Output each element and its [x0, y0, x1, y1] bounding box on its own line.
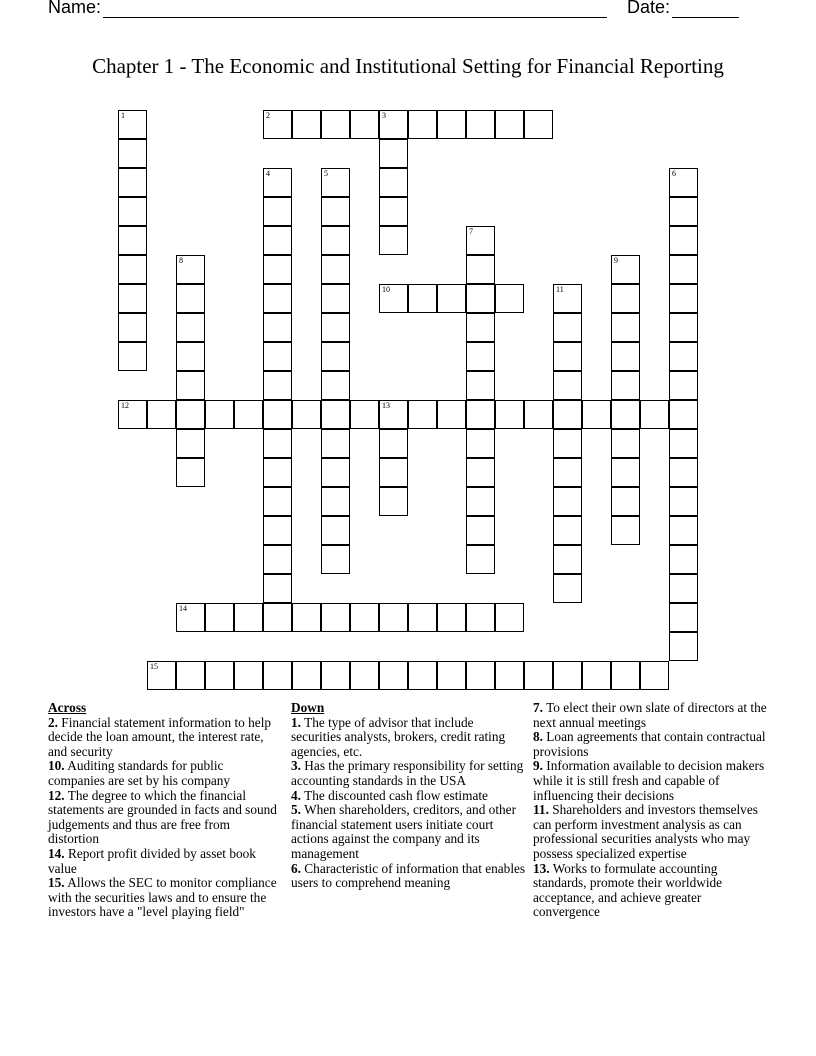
clues-down-continued-column — [533, 701, 768, 920]
date-label: Date: — [627, 0, 671, 17]
crossword-cell[interactable] — [553, 342, 582, 371]
crossword-cell[interactable] — [118, 284, 147, 313]
crossword-cell[interactable] — [379, 487, 408, 516]
clue-number: 3. — [291, 758, 301, 774]
crossword-cell[interactable] — [379, 429, 408, 458]
crossword-cell[interactable] — [292, 603, 321, 632]
crossword-cell[interactable] — [321, 516, 350, 545]
crossword-cell[interactable] — [176, 661, 205, 690]
crossword-cell[interactable] — [263, 313, 292, 342]
down-clues — [291, 716, 526, 891]
crossword-cell[interactable] — [147, 400, 176, 429]
cell-number: 2 — [266, 111, 270, 120]
clue-number: 7. — [533, 700, 543, 715]
clue-text: When shareholders, creditors, and other financial statement users initiate court actions against the company and its management — [291, 802, 517, 861]
crossword-cell[interactable] — [176, 371, 205, 400]
clue-number: 1. — [291, 714, 301, 730]
crossword-cell[interactable] — [495, 603, 524, 632]
crossword-cell[interactable] — [292, 110, 321, 139]
crossword-cell[interactable] — [466, 487, 495, 516]
crossword-cell[interactable] — [118, 313, 147, 342]
cell-number: 11 — [556, 285, 564, 294]
clue-text: Works to formulate accounting standards, promote their worldwide acceptance, and achieve greater convergence — [533, 860, 723, 920]
clue-text: Auditing standards for public companies are set by his company — [48, 758, 231, 788]
crossword-cell[interactable] — [611, 313, 640, 342]
clue-item — [291, 862, 526, 891]
crossword-cell[interactable] — [669, 168, 698, 197]
crossword-cell[interactable] — [350, 603, 379, 632]
crossword-cell[interactable] — [118, 139, 147, 168]
crossword-cell[interactable] — [466, 400, 495, 429]
crossword-cell[interactable] — [263, 342, 292, 371]
crossword-cell[interactable] — [437, 603, 466, 632]
crossword-cell[interactable] — [669, 516, 698, 545]
crossword-cell[interactable] — [321, 226, 350, 255]
clue-number: 10. — [48, 758, 65, 774]
crossword-cell[interactable] — [118, 226, 147, 255]
clue-text: To elect their own slate of directors at the next annual meetings — [533, 700, 767, 730]
clue-text: Shareholders and investors themselves can perform investment analysis as can professional securities analysts who may possess specialized expertise — [533, 802, 758, 861]
crossword-cell[interactable] — [640, 661, 669, 690]
crossword-cell[interactable] — [379, 400, 408, 429]
crossword-cell[interactable] — [263, 603, 292, 632]
crossword-cell[interactable] — [553, 313, 582, 342]
crossword-cell[interactable] — [611, 458, 640, 487]
crossword-cell[interactable] — [321, 429, 350, 458]
crossword-cell[interactable] — [640, 400, 669, 429]
crossword-cell[interactable] — [205, 661, 234, 690]
crossword-cell[interactable] — [292, 661, 321, 690]
clue-number: 13. — [533, 860, 550, 876]
clue-item — [533, 803, 768, 861]
clue-text: Has the primary responsibility for setting accounting standards in the USA — [291, 758, 524, 788]
crossword-cell[interactable] — [553, 371, 582, 400]
crossword-cell[interactable] — [379, 603, 408, 632]
crossword-cell[interactable] — [321, 661, 350, 690]
crossword-cell[interactable] — [321, 342, 350, 371]
clue-item — [533, 862, 768, 920]
crossword-cell[interactable] — [524, 400, 553, 429]
crossword-cell[interactable] — [321, 255, 350, 284]
crossword-cell[interactable] — [205, 603, 234, 632]
crossword-cell[interactable] — [611, 661, 640, 690]
crossword-cell[interactable] — [263, 516, 292, 545]
crossword-cell[interactable] — [669, 545, 698, 574]
crossword-cell[interactable] — [669, 574, 698, 603]
crossword-cell[interactable] — [611, 255, 640, 284]
clue-number: 4. — [291, 787, 301, 803]
crossword-cell[interactable] — [466, 545, 495, 574]
crossword-cell[interactable] — [321, 197, 350, 226]
clue-item — [48, 847, 283, 876]
crossword-cell[interactable] — [669, 284, 698, 313]
crossword-cell[interactable] — [379, 139, 408, 168]
clue-text: Allows the SEC to monitor compliance with the securities laws and to ensure the investors have a "level playing field" — [48, 875, 277, 920]
crossword-cell[interactable] — [466, 255, 495, 284]
clue-item — [291, 759, 526, 788]
crossword-cell[interactable] — [321, 110, 350, 139]
crossword-cell[interactable] — [669, 255, 698, 284]
crossword-cell[interactable] — [611, 487, 640, 516]
crossword-cell[interactable] — [147, 661, 176, 690]
crossword-cell[interactable] — [263, 168, 292, 197]
clue-text: The type of advisor that include securities analysts, brokers, credit rating agencies, etc. — [291, 714, 506, 759]
crossword-cell[interactable] — [553, 487, 582, 516]
crossword-cell[interactable] — [176, 429, 205, 458]
clue-item — [48, 759, 283, 788]
crossword-cell[interactable] — [582, 400, 611, 429]
crossword-cell[interactable] — [379, 168, 408, 197]
crossword-cell[interactable] — [205, 400, 234, 429]
clue-number: 11. — [533, 802, 549, 818]
crossword-cell[interactable] — [466, 284, 495, 313]
crossword-cell[interactable] — [321, 400, 350, 429]
cell-number: 15 — [150, 662, 158, 671]
clue-item — [48, 876, 283, 920]
crossword-cell[interactable] — [582, 661, 611, 690]
crossword-cell[interactable] — [176, 603, 205, 632]
crossword-cell[interactable] — [321, 371, 350, 400]
crossword-cell[interactable] — [263, 458, 292, 487]
crossword-cell[interactable] — [553, 545, 582, 574]
crossword-cell[interactable] — [234, 603, 263, 632]
crossword-cell[interactable] — [408, 661, 437, 690]
crossword-cell[interactable] — [466, 110, 495, 139]
crossword-cell[interactable] — [408, 110, 437, 139]
crossword-cell[interactable] — [176, 458, 205, 487]
crossword-cell[interactable] — [263, 429, 292, 458]
clues-across-column — [48, 701, 283, 920]
cell-number: 3 — [382, 111, 386, 120]
crossword-cell[interactable] — [379, 226, 408, 255]
crossword-cell[interactable] — [669, 429, 698, 458]
across-clues — [48, 716, 283, 920]
crossword-cell[interactable] — [350, 400, 379, 429]
clue-number: 5. — [291, 802, 301, 818]
cell-number: 1 — [121, 111, 125, 120]
crossword-cell[interactable] — [466, 603, 495, 632]
crossword-cell[interactable] — [350, 110, 379, 139]
clue-item — [291, 716, 526, 760]
crossword-cell[interactable] — [263, 487, 292, 516]
crossword-cell[interactable] — [437, 400, 466, 429]
clue-number: 2. — [48, 714, 58, 730]
crossword-cell[interactable] — [466, 516, 495, 545]
clue-number: 8. — [533, 729, 543, 745]
crossword-cell[interactable] — [379, 661, 408, 690]
cell-number: 7 — [469, 227, 473, 236]
crossword-cell[interactable] — [495, 110, 524, 139]
crossword-cell[interactable] — [408, 284, 437, 313]
clue-text: Characteristic of information that enables users to comprehend meaning — [291, 860, 526, 891]
crossword-cell[interactable] — [437, 284, 466, 313]
cell-number: 9 — [614, 256, 618, 265]
crossword-cell[interactable] — [524, 661, 553, 690]
crossword-cell[interactable] — [669, 632, 698, 661]
down-clues-continued — [533, 701, 768, 920]
cell-number: 12 — [121, 401, 129, 410]
crossword-cell[interactable] — [118, 110, 147, 139]
clue-text: Information available to decision makers while it is still fresh and capable of influencing their decisions — [533, 758, 765, 803]
crossword-cell[interactable] — [263, 197, 292, 226]
crossword-cell[interactable] — [263, 545, 292, 574]
clue-number: 15. — [48, 875, 65, 891]
crossword-cell[interactable] — [611, 371, 640, 400]
crossword-cell[interactable] — [408, 603, 437, 632]
crossword-cell[interactable] — [176, 400, 205, 429]
crossword-cell[interactable] — [495, 400, 524, 429]
crossword-cell[interactable] — [379, 110, 408, 139]
cell-number: 8 — [179, 256, 183, 265]
crossword-cell[interactable] — [611, 429, 640, 458]
crossword-cell[interactable] — [379, 197, 408, 226]
crossword-cell[interactable] — [176, 255, 205, 284]
crossword-cell[interactable] — [466, 661, 495, 690]
crossword-cell[interactable] — [495, 661, 524, 690]
crossword-cell[interactable] — [611, 516, 640, 545]
crossword-cell[interactable] — [321, 168, 350, 197]
crossword-cell[interactable] — [176, 284, 205, 313]
crossword-cell[interactable] — [466, 371, 495, 400]
crossword-cell[interactable] — [176, 313, 205, 342]
crossword-cell[interactable] — [379, 458, 408, 487]
crossword-cell[interactable] — [321, 458, 350, 487]
clue-item — [533, 759, 768, 803]
crossword-cell[interactable] — [263, 110, 292, 139]
clue-number: 6. — [291, 860, 301, 876]
crossword-cell[interactable] — [408, 400, 437, 429]
crossword-cell[interactable] — [118, 255, 147, 284]
crossword-cell[interactable] — [321, 487, 350, 516]
cell-number: 5 — [324, 169, 328, 178]
crossword-cell[interactable] — [553, 574, 582, 603]
across-heading: Across — [48, 700, 87, 715]
crossword-cell[interactable] — [176, 342, 205, 371]
clue-item — [48, 789, 283, 847]
cell-number: 4 — [266, 169, 270, 178]
crossword-cell[interactable] — [611, 400, 640, 429]
crossword-cell[interactable] — [379, 284, 408, 313]
crossword-cell[interactable] — [321, 603, 350, 632]
crossword-cell[interactable] — [669, 226, 698, 255]
clue-item — [291, 789, 526, 804]
crossword-cell[interactable] — [466, 429, 495, 458]
crossword-cell[interactable] — [234, 661, 263, 690]
crossword-cell[interactable] — [466, 342, 495, 371]
crossword-cell[interactable] — [234, 400, 263, 429]
cell-number: 10 — [382, 285, 390, 294]
crossword-cell[interactable] — [669, 197, 698, 226]
crossword-cell[interactable] — [263, 400, 292, 429]
crossword-cell[interactable] — [611, 284, 640, 313]
clue-item — [48, 716, 283, 760]
crossword-cell[interactable] — [466, 313, 495, 342]
cell-number: 14 — [179, 604, 187, 613]
crossword-cell[interactable] — [437, 661, 466, 690]
clue-text: Report profit divided by asset book value — [48, 845, 256, 876]
crossword-cell[interactable] — [553, 429, 582, 458]
clue-text: The degree to which the financial statements are grounded in facts and sound judgements and thus are free from distortion — [48, 787, 277, 847]
crossword-cell[interactable] — [263, 371, 292, 400]
crossword-cell[interactable] — [263, 574, 292, 603]
crossword-cell[interactable] — [553, 284, 582, 313]
clue-text: Loan agreements that contain contractual provisions — [533, 729, 766, 759]
cell-number: 6 — [672, 169, 676, 178]
crossword-cell[interactable] — [321, 313, 350, 342]
clue-number: 14. — [48, 845, 65, 861]
clue-number: 9. — [533, 758, 543, 774]
clues-down-column — [291, 701, 526, 891]
crossword-cell[interactable] — [263, 226, 292, 255]
crossword-cell[interactable] — [263, 284, 292, 313]
crossword-cell[interactable] — [611, 342, 640, 371]
clue-text: Financial statement information to help decide the loan amount, the interest rate, and security — [48, 714, 272, 759]
crossword-cell[interactable] — [669, 371, 698, 400]
crossword-cell[interactable] — [553, 661, 582, 690]
crossword-cell[interactable] — [118, 400, 147, 429]
crossword-cell[interactable] — [669, 313, 698, 342]
crossword-cell[interactable] — [669, 458, 698, 487]
crossword-cell[interactable] — [263, 255, 292, 284]
crossword-cell[interactable] — [118, 197, 147, 226]
clue-item — [533, 701, 768, 730]
clue-item — [533, 730, 768, 759]
crossword-cell[interactable] — [118, 168, 147, 197]
crossword-cell[interactable] — [553, 516, 582, 545]
crossword-cell[interactable] — [669, 603, 698, 632]
crossword-cell[interactable] — [321, 284, 350, 313]
crossword-cell[interactable] — [350, 661, 379, 690]
cell-number: 13 — [382, 401, 390, 410]
clue-text: The discounted cash flow estimate — [300, 787, 488, 803]
crossword-cell[interactable] — [437, 110, 466, 139]
crossword-cell[interactable] — [553, 400, 582, 429]
name-label: Name: — [48, 0, 102, 17]
crossword-cell[interactable] — [524, 110, 553, 139]
down-heading: Down — [291, 700, 325, 715]
crossword-cell[interactable] — [669, 400, 698, 429]
crossword-cell[interactable] — [495, 284, 524, 313]
crossword-cell[interactable] — [553, 458, 582, 487]
crossword-cell[interactable] — [466, 458, 495, 487]
crossword-cell[interactable] — [669, 487, 698, 516]
crossword-cell[interactable] — [669, 342, 698, 371]
crossword-cell[interactable] — [466, 226, 495, 255]
crossword-cell[interactable] — [321, 545, 350, 574]
crossword-cell[interactable] — [118, 342, 147, 371]
page-title: Chapter 1 - The Economic and Institutional Setting for Financial Reporting — [92, 54, 724, 78]
clue-item — [291, 803, 526, 861]
crossword-cell[interactable] — [292, 400, 321, 429]
clue-number: 12. — [48, 787, 65, 803]
crossword-cell[interactable] — [263, 661, 292, 690]
